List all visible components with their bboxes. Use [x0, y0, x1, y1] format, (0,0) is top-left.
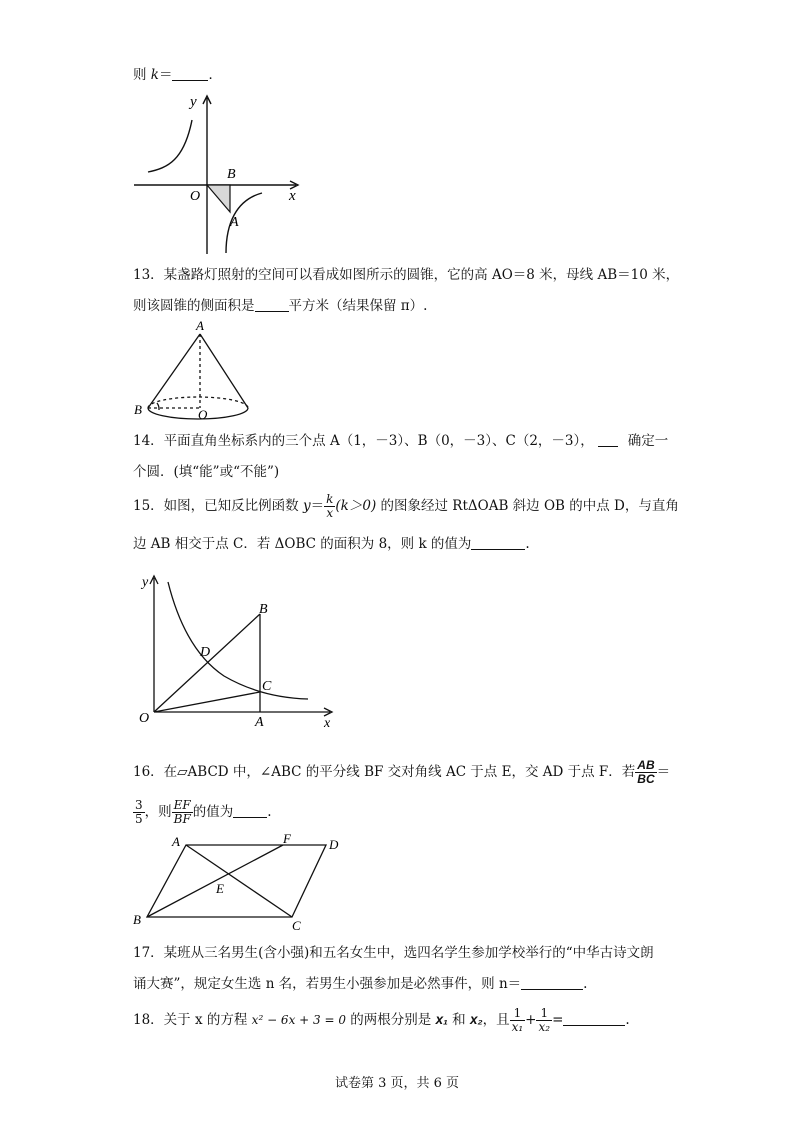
q17-line2a: 诵大赛”，规定女生选 n 名，若男生小强参加是必然事件，则 n＝	[133, 976, 522, 992]
q16-three: 3	[135, 798, 143, 812]
fig16-label-A: A	[172, 834, 180, 849]
q17-line2	[133, 975, 587, 993]
q15-frac-num: k	[326, 492, 334, 506]
q18-p1: 18．关于 x 的方程	[133, 1012, 252, 1028]
q12-prefix: 则	[133, 67, 151, 83]
q16-five: 5	[135, 812, 143, 826]
q16-ef-num: EF	[172, 799, 193, 813]
q18-and: 和	[447, 1012, 470, 1028]
q17-blank[interactable]	[521, 975, 583, 990]
fig15-label-B: B	[259, 602, 268, 617]
q16-eq: ＝	[656, 764, 671, 780]
fig15-label-C: C	[262, 679, 272, 694]
q13-line2b: 平方米（结果保留 π）.	[288, 298, 428, 314]
fig12-label-B: B	[227, 167, 236, 182]
q15-p1: 15．如图，已知反比例函数	[133, 498, 303, 514]
q16-ef-den: BF	[173, 812, 191, 826]
q18-fraction-1-over-x1	[510, 1007, 526, 1034]
q15-frac-den: x	[326, 506, 334, 520]
fig16-label-B: B	[133, 912, 141, 927]
q18-one-a: 1	[510, 1007, 526, 1021]
q16-line2c: .	[267, 804, 272, 820]
q18-blank[interactable]	[563, 1011, 625, 1026]
q18-p5: .	[625, 1012, 630, 1028]
fig13-label-B: B	[134, 402, 142, 417]
q12-suffix: ．	[208, 67, 222, 83]
q18-x2: x₂	[469, 1012, 483, 1027]
q13-line2a: 则该圆锥的侧面积是	[133, 298, 255, 314]
q15-line2a: 边 AB 相交于点 C．若 ΔOBC 的面积为 8，则 k 的值为	[133, 536, 472, 552]
fig16-bisector-BF	[147, 845, 283, 917]
fig16-parallelogram-ABCD	[147, 845, 326, 917]
q18-one-b: 1	[536, 1007, 552, 1021]
q16-ab-num: AB	[637, 758, 655, 772]
q18-plus: +	[525, 1012, 537, 1028]
q18-x1: x₁	[435, 1012, 448, 1027]
q16-line1-text: 16．在▱ABCD 中，∠ABC 的平分线 BF 交对角线 AC 于点 E，交 AD 于点 F．若	[133, 764, 636, 780]
q18-line	[133, 1006, 630, 1034]
fig15-label-A: A	[255, 715, 264, 730]
fig15-label-D: D	[200, 645, 211, 660]
q17-line2b: .	[583, 976, 588, 992]
q14-line1b: 确定一	[627, 433, 669, 449]
q18-fraction-1-over-x2	[536, 1007, 552, 1034]
fig12-label-A: A	[230, 215, 239, 230]
q15-func-eq: ＝	[310, 498, 325, 514]
fig15-label-x: x	[324, 716, 331, 731]
q13-line1: 13．某盏路灯照射的空间可以看成如图所示的圆锥，它的高 AO＝8 米，母线 AB＝10 米，	[133, 267, 680, 283]
q17-line1: 17．某班从三名男生(含小强)和五名女生中，选四名学生参加学校举行的“中华古诗文朗	[133, 945, 654, 961]
q18-equation: x² − 6x + 3 = 0	[251, 1013, 346, 1027]
fig16-label-F: F	[283, 831, 291, 846]
q18-p3: ，且	[482, 1012, 510, 1028]
fig13-label-A: A	[196, 318, 204, 333]
q12-eq: ＝	[158, 67, 173, 83]
q15-line2b: .	[525, 536, 530, 552]
fig16-label-D: D	[329, 837, 339, 852]
q15-func-cond: (k＞0)	[335, 498, 377, 514]
q16-ab-den: BC	[637, 772, 655, 786]
fig16-label-E: E	[216, 881, 224, 896]
fig12-label-O: O	[190, 189, 201, 204]
fig12-label-x: x	[289, 188, 296, 204]
fig12-label-y: y	[190, 94, 197, 110]
q18-d2: x₂	[538, 1020, 551, 1034]
fig15-label-O: O	[139, 711, 150, 726]
page-footer: 试卷第 3 页，共 6 页	[334, 1076, 460, 1091]
fig15-label-y: y	[142, 575, 149, 590]
q18-p4: =	[552, 1012, 564, 1028]
q15-func-y: y	[302, 498, 311, 514]
q16-line2a: ，则	[144, 804, 172, 820]
fig13-label-O: O	[198, 407, 208, 422]
q14-line2: 个圆．(填“能”或“不能”)	[133, 464, 280, 480]
fig16-diagonal-AC	[186, 845, 292, 917]
q14-line1a: 14．平面直角坐标系内的三个点 A（1，－3）、B（0，－3）、C（2，－3），	[133, 433, 594, 449]
q18-p2: 的两根分别是	[345, 1012, 436, 1028]
q12-var: k	[150, 67, 159, 83]
q18-d1: x₁	[511, 1020, 524, 1034]
q16-line2b: 的值为	[192, 804, 234, 820]
q15-p2: 的图象经过 RtΔOAB 斜边 OB 的中点 D，与直角	[376, 498, 679, 514]
fig16-label-C: C	[292, 918, 301, 933]
